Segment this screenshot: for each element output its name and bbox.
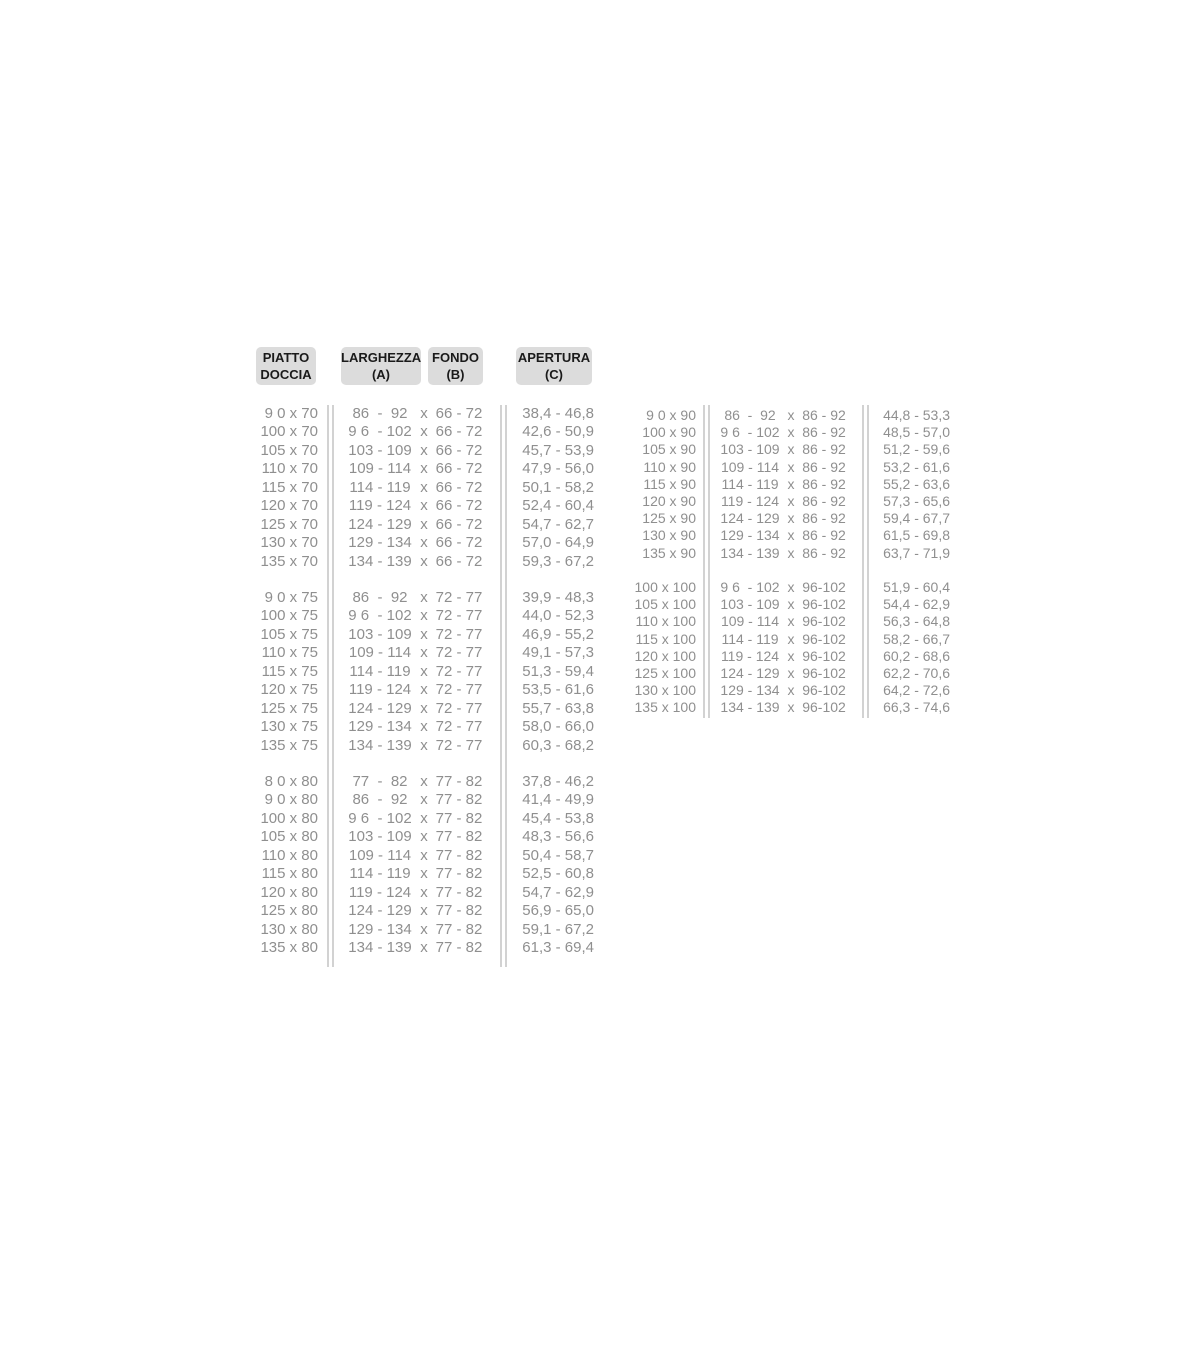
left-table-cell-piatto: 9 0 x 70: [264, 405, 318, 422]
left-table-cell-fondo: 77 - 82: [435, 773, 483, 790]
left-table-cell-fondo: 72 - 77: [435, 589, 483, 606]
left-table-cell-larghezza: 114 - 119: [349, 865, 411, 883]
left-table-cell-piatto: 130 x 75: [260, 718, 318, 736]
left-table-cell-x: x: [420, 681, 428, 699]
right-table-cell-apertura: 61,5 - 69,8: [883, 527, 950, 544]
right-table-cell-fondo: 96-102: [802, 647, 846, 664]
left-table-cell-piatto: 135 x 75: [260, 736, 318, 754]
right-table-cell-larghezza: 134 - 139: [720, 699, 780, 716]
left-table-cell-x: x: [420, 534, 428, 552]
right-table-cell-piatto: 105 x 100: [634, 596, 696, 613]
left-table-cell-larghezza: 134 - 139: [348, 939, 412, 957]
left-table-cell-apertura: 59,3 - 67,2: [522, 552, 594, 570]
left-table-cell-larghezza: 129 - 134: [348, 718, 412, 736]
left-table-cell-larghezza: 124 - 129: [348, 515, 412, 533]
right-table-cell-larghezza: 9 6 - 102: [720, 424, 780, 441]
right-table-cell-larghezza: 103 - 109: [720, 596, 780, 613]
left-table-cell-apertura: 41,4 - 49,9: [522, 791, 594, 809]
right-table-cell-larghezza: 124 - 129: [720, 510, 780, 527]
right-table-cell-larghezza: 119 - 124: [720, 493, 780, 509]
right-table-cell-x: x: [787, 665, 795, 681]
left-table-cell-fondo: 77 - 82: [435, 902, 483, 920]
right-table-cell-larghezza: 129 - 134: [720, 527, 780, 544]
right-table-cell-piatto: 135 x 90: [642, 544, 696, 561]
left-table-cell-apertura: 61,3 - 69,4: [522, 939, 594, 957]
left-table-cell-piatto: 135 x 80: [260, 939, 318, 957]
right-table-cell-fondo: 96-102: [802, 682, 846, 699]
left-table-cell-larghezza: 86 - 92: [352, 589, 408, 606]
right-table-cell-x: x: [787, 407, 795, 423]
left-table-cell-piatto: 125 x 70: [260, 515, 318, 533]
right-table-cell-x: x: [787, 647, 795, 664]
left-table-cell-larghezza: 86 - 92: [352, 405, 408, 422]
right-table-cell-x: x: [787, 613, 795, 630]
left-table-cell-apertura: 42,6 - 50,9: [522, 423, 594, 441]
left-table-cell-fondo: 72 - 77: [435, 662, 483, 680]
left-table-cell-apertura: 51,3 - 59,4: [522, 662, 594, 680]
left-table-cell-x: x: [420, 773, 428, 790]
left-table-cell-apertura: 55,7 - 63,8: [522, 699, 594, 717]
left-table-cell-fondo: 72 - 77: [435, 699, 483, 717]
left-table-cell-larghezza: 114 - 119: [349, 478, 411, 496]
left-table-cell-apertura: 37,8 - 46,2: [522, 773, 594, 790]
left-table-cell-fondo: 72 - 77: [435, 625, 483, 643]
left-table-cell-apertura: 60,3 - 68,2: [522, 736, 594, 754]
left-table-cell-x: x: [420, 736, 428, 754]
left-table-cell-fondo: 66 - 72: [435, 405, 483, 422]
right-table-cell-larghezza: 119 - 124: [720, 647, 780, 664]
left-table-cell-x: x: [420, 441, 428, 459]
right-table-cell-piatto: 115 x 90: [643, 475, 696, 492]
left-table-cell-x: x: [420, 552, 428, 570]
right-table-cell-fondo: 86 - 92: [802, 458, 846, 475]
left-table-cell-apertura: 47,9 - 56,0: [522, 460, 594, 478]
left-table-cell-x: x: [420, 902, 428, 920]
left-table-cell-piatto: 115 x 80: [261, 865, 318, 883]
header-apertura-line1: APERTURA: [517, 350, 591, 365]
right-table-cell-piatto: 120 x 100: [634, 647, 696, 664]
left-table-cell-piatto: 110 x 75: [261, 644, 318, 662]
right-table-cell-piatto: 120 x 90: [642, 493, 696, 509]
left-table-cell-piatto: 120 x 70: [260, 497, 318, 515]
header-apertura-line2: (C): [544, 367, 564, 382]
left-table-cell-larghezza: 103 - 109: [348, 441, 412, 459]
right-table-cell-fondo: 86 - 92: [802, 510, 846, 527]
left-table-cell-fondo: 66 - 72: [435, 552, 483, 570]
right-table-cell-apertura: 53,2 - 61,6: [883, 458, 950, 475]
right-table-cell-x: x: [787, 510, 795, 527]
left-table-cell-x: x: [420, 865, 428, 883]
left-table-cell-piatto: 105 x 75: [260, 625, 318, 643]
left-table-cell-apertura: 44,0 - 52,3: [522, 607, 594, 625]
right-table-cell-piatto: 110 x 90: [643, 458, 696, 475]
left-table-cell-larghezza: 77 - 82: [352, 773, 408, 790]
header-fondo-line1: FONDO: [432, 350, 479, 365]
right-table-cell-apertura: 60,2 - 68,6: [883, 647, 950, 664]
right-table-cell-larghezza: 124 - 129: [720, 665, 780, 681]
left-table-cell-apertura: 48,3 - 56,6: [522, 828, 594, 846]
left-table-cell-x: x: [420, 405, 428, 422]
left-table-cell-fondo: 66 - 72: [435, 497, 483, 515]
right-table-cell-x: x: [787, 441, 795, 458]
right-table-cell-x: x: [787, 458, 795, 475]
right-table-cell-apertura: 51,9 - 60,4: [883, 579, 950, 595]
right-table-cell-apertura: 44,8 - 53,3: [883, 407, 950, 423]
right-table-cell-x: x: [787, 699, 795, 716]
left-table-cell-piatto: 125 x 75: [260, 699, 318, 717]
left-table-cell-fondo: 66 - 72: [435, 441, 483, 459]
left-divider-2a: [500, 405, 502, 967]
left-table-cell-x: x: [420, 515, 428, 533]
right-table-cell-larghezza: 9 6 - 102: [720, 579, 780, 595]
left-table-cell-piatto: 130 x 80: [260, 920, 318, 938]
left-table-cell-x: x: [420, 699, 428, 717]
right-table-cell-apertura: 55,2 - 63,6: [883, 475, 950, 492]
left-table-cell-piatto: 9 0 x 80: [264, 791, 318, 809]
header-fondo-line2: (B): [446, 367, 465, 382]
left-table-cell-piatto: 100 x 70: [260, 423, 318, 441]
left-table-cell-apertura: 57,0 - 64,9: [522, 534, 594, 552]
header-piatto-line1: PIATTO: [262, 350, 310, 365]
left-table-cell-fondo: 77 - 82: [435, 883, 483, 901]
left-table-cell-larghezza: 9 6 - 102: [348, 423, 412, 441]
left-table-cell-larghezza: 129 - 134: [348, 534, 412, 552]
right-table-cell-fondo: 86 - 92: [802, 441, 846, 458]
header-larghezza-line1: LARGHEZZA: [341, 350, 422, 365]
right-table-cell-fondo: 96-102: [802, 613, 846, 630]
right-table-cell-apertura: 57,3 - 65,6: [883, 493, 950, 509]
left-table-cell-larghezza: 9 6 - 102: [348, 607, 412, 625]
right-table-cell-fondo: 96-102: [802, 699, 846, 716]
left-table-cell-fondo: 66 - 72: [435, 515, 483, 533]
right-table-cell-fondo: 86 - 92: [802, 475, 846, 492]
right-table-cell-piatto: 125 x 90: [642, 510, 696, 527]
right-table-cell-apertura: 59,4 - 67,7: [883, 510, 950, 527]
left-table-cell-x: x: [420, 607, 428, 625]
left-table-cell-larghezza: 134 - 139: [348, 736, 412, 754]
left-table-cell-fondo: 77 - 82: [435, 791, 483, 809]
left-table-cell-larghezza: 134 - 139: [348, 552, 412, 570]
left-table-cell-apertura: 50,1 - 58,2: [522, 478, 594, 496]
left-table-cell-piatto: 110 x 70: [261, 460, 318, 478]
left-table-cell-apertura: 49,1 - 57,3: [522, 644, 594, 662]
right-table-cell-piatto: 130 x 100: [634, 682, 696, 699]
right-table-cell-piatto: 110 x 100: [635, 613, 696, 630]
left-table-cell-fondo: 72 - 77: [435, 607, 483, 625]
right-table-cell-larghezza: 86 - 92: [724, 407, 776, 423]
left-table-cell-fondo: 77 - 82: [435, 865, 483, 883]
left-table-cell-piatto: 100 x 80: [260, 809, 318, 827]
right-table-cell-piatto: 9 0 x 90: [646, 407, 696, 423]
right-table-cell-fondo: 96-102: [802, 596, 846, 613]
right-table-cell-fondo: 86 - 92: [802, 544, 846, 561]
right-table-cell-fondo: 86 - 92: [802, 424, 846, 441]
left-table-cell-piatto: 130 x 70: [260, 534, 318, 552]
left-table-cell-fondo: 66 - 72: [435, 460, 483, 478]
right-table-cell-apertura: 54,4 - 62,9: [883, 596, 950, 613]
left-table-cell-x: x: [420, 662, 428, 680]
left-table-cell-larghezza: 124 - 129: [348, 699, 412, 717]
right-table-cell-x: x: [787, 475, 795, 492]
left-table-cell-x: x: [420, 846, 428, 864]
left-table-cell-apertura: 52,4 - 60,4: [522, 497, 594, 515]
right-table-cell-larghezza: 103 - 109: [720, 441, 780, 458]
right-table-cell-larghezza: 114 - 119: [721, 475, 779, 492]
right-table-cell-fondo: 86 - 92: [802, 527, 846, 544]
header-larghezza-line2: (A): [371, 367, 391, 382]
right-table-cell-piatto: 130 x 90: [642, 527, 696, 544]
left-table-cell-larghezza: 114 - 119: [349, 662, 411, 680]
left-table-cell-fondo: 66 - 72: [435, 478, 483, 496]
left-table-cell-larghezza: 119 - 124: [348, 497, 412, 515]
left-table-cell-apertura: 58,0 - 66,0: [522, 718, 594, 736]
header-apertura: [516, 347, 592, 385]
left-table-cell-larghezza: 103 - 109: [348, 625, 412, 643]
right-table-cell-piatto: 100 x 100: [634, 579, 696, 595]
left-table-cell-apertura: 46,9 - 55,2: [522, 625, 594, 643]
right-table-cell-x: x: [787, 682, 795, 699]
right-table-cell-x: x: [787, 579, 795, 595]
left-table-cell-fondo: 77 - 82: [435, 846, 483, 864]
left-table-cell-fondo: 77 - 82: [435, 920, 483, 938]
right-table-cell-fondo: 96-102: [802, 630, 846, 647]
left-table-cell-larghezza: 109 - 114: [348, 846, 412, 864]
left-table-cell-larghezza: 124 - 129: [348, 902, 412, 920]
right-table-cell-x: x: [787, 596, 795, 613]
left-table-cell-apertura: 56,9 - 65,0: [522, 902, 594, 920]
left-table-cell-x: x: [420, 625, 428, 643]
left-table-cell-piatto: 100 x 75: [260, 607, 318, 625]
left-table-cell-piatto: 120 x 75: [260, 681, 318, 699]
left-table-cell-piatto: 105 x 80: [260, 828, 318, 846]
left-table-cell-apertura: 50,4 - 58,7: [522, 846, 594, 864]
left-table-cell-fondo: 72 - 77: [435, 736, 483, 754]
right-table-cell-apertura: 66,3 - 74,6: [883, 699, 950, 716]
left-table-cell-x: x: [420, 460, 428, 478]
right-table-cell-fondo: 86 - 92: [802, 493, 846, 509]
left-table-cell-apertura: 45,4 - 53,8: [522, 809, 594, 827]
left-table-cell-apertura: 59,1 - 67,2: [522, 920, 594, 938]
right-table-cell-fondo: 96-102: [802, 579, 846, 595]
right-table-cell-piatto: 125 x 100: [634, 665, 696, 681]
left-table-cell-larghezza: 109 - 114: [348, 460, 412, 478]
left-table-cell-fondo: 72 - 77: [435, 718, 483, 736]
left-table-cell-larghezza: 103 - 109: [348, 828, 412, 846]
right-table-cell-piatto: 115 x 100: [635, 630, 696, 647]
right-table-cell-fondo: 96-102: [802, 665, 846, 681]
left-table-cell-fondo: 77 - 82: [435, 828, 483, 846]
left-table-cell-x: x: [420, 939, 428, 957]
left-table-cell-larghezza: 119 - 124: [348, 883, 412, 901]
right-table-cell-apertura: 51,2 - 59,6: [883, 441, 950, 458]
right-table-cell-fondo: 86 - 92: [802, 407, 846, 423]
left-table-cell-fondo: 77 - 82: [435, 809, 483, 827]
right-table-cell-larghezza: 114 - 119: [721, 630, 779, 647]
left-table-cell-piatto: 120 x 80: [260, 883, 318, 901]
left-table-cell-larghezza: 9 6 - 102: [348, 809, 412, 827]
left-table-cell-piatto: 115 x 75: [261, 662, 318, 680]
left-table-cell-apertura: 39,9 - 48,3: [522, 589, 594, 606]
left-table-cell-fondo: 66 - 72: [435, 423, 483, 441]
left-table-cell-larghezza: 86 - 92: [352, 791, 408, 809]
left-table-cell-apertura: 45,7 - 53,9: [522, 441, 594, 459]
left-table-cell-larghezza: 109 - 114: [348, 644, 412, 662]
left-table-cell-piatto: 105 x 70: [260, 441, 318, 459]
left-table-cell-piatto: 9 0 x 75: [264, 589, 318, 606]
left-table-cell-x: x: [420, 828, 428, 846]
right-table-cell-piatto: 100 x 90: [642, 424, 696, 441]
left-divider-1b: [332, 405, 334, 967]
right-table-cell-larghezza: 109 - 114: [720, 613, 780, 630]
left-table-cell-fondo: 72 - 77: [435, 681, 483, 699]
left-table-cell-x: x: [420, 920, 428, 938]
left-table-cell-x: x: [420, 718, 428, 736]
header-larghezza: [341, 347, 421, 385]
right-table-cell-apertura: 64,2 - 72,6: [883, 682, 950, 699]
left-table-cell-piatto: 125 x 80: [260, 902, 318, 920]
right-table-cell-larghezza: 129 - 134: [720, 682, 780, 699]
left-table-cell-fondo: 77 - 82: [435, 939, 483, 957]
left-table-cell-fondo: 66 - 72: [435, 534, 483, 552]
left-table-cell-x: x: [420, 883, 428, 901]
left-table-cell-x: x: [420, 589, 428, 606]
left-table-cell-x: x: [420, 791, 428, 809]
header-piatto-line2: DOCCIA: [260, 367, 312, 382]
left-table-cell-apertura: 52,5 - 60,8: [522, 865, 594, 883]
right-table-cell-x: x: [787, 527, 795, 544]
right-table-cell-piatto: 135 x 100: [634, 699, 696, 716]
right-table-cell-x: x: [787, 424, 795, 441]
left-table-cell-apertura: 54,7 - 62,9: [522, 883, 594, 901]
left-table-cell-piatto: 110 x 80: [261, 846, 318, 864]
right-table-cell-x: x: [787, 544, 795, 561]
right-table-cell-larghezza: 134 - 139: [720, 544, 780, 561]
header-piatto-doccia: [256, 347, 316, 385]
left-table-cell-apertura: 54,7 - 62,7: [522, 515, 594, 533]
right-table-cell-apertura: 56,3 - 64,8: [883, 613, 950, 630]
right-divider-1a: [703, 405, 705, 718]
right-table-cell-larghezza: 109 - 114: [720, 458, 780, 475]
right-divider-2a: [862, 405, 864, 718]
right-table-cell-piatto: 105 x 90: [642, 441, 696, 458]
left-divider-1a: [327, 405, 329, 967]
left-table-cell-piatto: 135 x 70: [260, 552, 318, 570]
left-table-cell-x: x: [420, 423, 428, 441]
right-table-cell-apertura: 62,2 - 70,6: [883, 665, 950, 681]
left-table-cell-apertura: 53,5 - 61,6: [522, 681, 594, 699]
right-table-cell-x: x: [787, 493, 795, 509]
right-divider-1b: [708, 405, 710, 718]
left-table-cell-x: x: [420, 478, 428, 496]
left-table-cell-larghezza: 129 - 134: [348, 920, 412, 938]
left-table-cell-piatto: 8 0 x 80: [264, 773, 318, 790]
right-table-cell-apertura: 48,5 - 57,0: [883, 424, 950, 441]
right-table-cell-x: x: [787, 630, 795, 647]
header-fondo: [428, 347, 483, 385]
left-table-cell-x: x: [420, 644, 428, 662]
left-table-cell-x: x: [420, 809, 428, 827]
left-table-cell-x: x: [420, 497, 428, 515]
left-divider-2b: [505, 405, 507, 967]
right-table-cell-apertura: 58,2 - 66,7: [883, 630, 950, 647]
left-table-cell-apertura: 38,4 - 46,8: [522, 405, 594, 422]
right-table-cell-apertura: 63,7 - 71,9: [883, 544, 950, 561]
left-table-cell-piatto: 115 x 70: [261, 478, 318, 496]
left-table-cell-fondo: 72 - 77: [435, 644, 483, 662]
left-table-cell-larghezza: 119 - 124: [348, 681, 412, 699]
